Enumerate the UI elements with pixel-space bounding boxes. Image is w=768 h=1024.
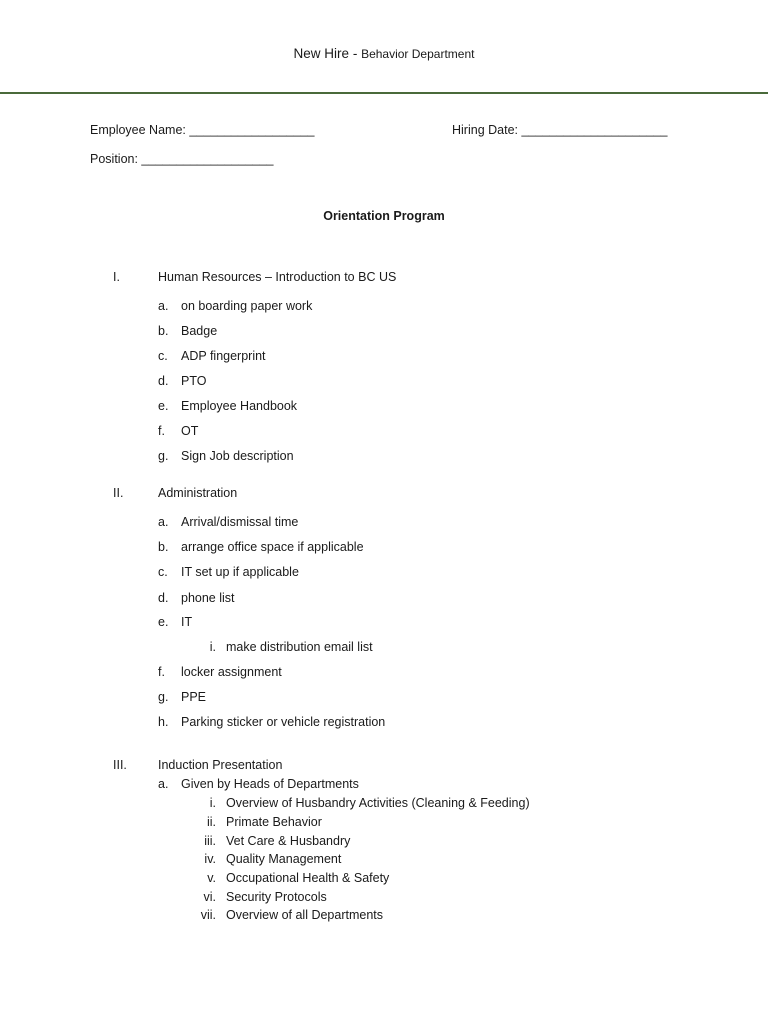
sub-list-item-marker: vi. bbox=[203, 890, 216, 904]
section-numeral: III. bbox=[113, 758, 127, 772]
list-item-marker: d. bbox=[158, 374, 169, 388]
list-item-text: phone list bbox=[181, 591, 235, 605]
hiring-date-field: Hiring Date: _____________________ bbox=[452, 123, 668, 137]
sub-list-item-marker: iv. bbox=[204, 852, 216, 866]
list-item-text: Employee Handbook bbox=[181, 399, 298, 413]
list-item-marker: c. bbox=[158, 565, 168, 579]
list-item-marker: g. bbox=[158, 690, 169, 704]
list-item-marker: f. bbox=[158, 424, 165, 438]
list-item-text: Given by Heads of Departments bbox=[181, 777, 359, 791]
list-item-marker: c. bbox=[158, 349, 168, 363]
list-item-text: IT bbox=[181, 615, 193, 629]
list-item-marker: a. bbox=[158, 515, 169, 529]
list-item-text: locker assignment bbox=[181, 665, 282, 679]
list-item-marker: g. bbox=[158, 449, 169, 463]
list-item-text: IT set up if applicable bbox=[181, 565, 299, 579]
list-item-text: PTO bbox=[181, 374, 207, 388]
sub-list-item-marker: ii. bbox=[206, 815, 216, 829]
sub-list-item-marker: v. bbox=[207, 871, 216, 885]
list-item-marker: f. bbox=[158, 665, 165, 679]
list-item-marker: b. bbox=[158, 324, 169, 338]
list-item-text: arrange office space if applicable bbox=[181, 540, 364, 554]
header-title: New Hire bbox=[293, 46, 350, 61]
sub-list-item-text: make distribution email list bbox=[226, 640, 373, 654]
position-field: Position: ___________________ bbox=[90, 152, 274, 166]
list-item-marker: h. bbox=[158, 715, 169, 729]
sub-list-item-text: Primate Behavior bbox=[226, 815, 322, 829]
list-item-marker: d. bbox=[158, 591, 169, 605]
list-item-marker: a. bbox=[158, 299, 169, 313]
section-title: Induction Presentation bbox=[158, 758, 283, 772]
section-numeral: II. bbox=[113, 486, 124, 500]
sub-list-item-text: Quality Management bbox=[226, 852, 342, 866]
sub-list-item-text: Overview of all Departments bbox=[226, 908, 384, 922]
sub-list-item-marker: iii. bbox=[204, 834, 216, 848]
sub-list-item-text: Overview of Husbandry Activities (Cleaning & Feeding) bbox=[226, 796, 530, 810]
section-numeral: I. bbox=[113, 270, 120, 284]
sub-list-item-marker: i. bbox=[209, 640, 216, 654]
sub-list-item-text: Occupational Health & Safety bbox=[226, 871, 390, 885]
sub-list-item-text: Security Protocols bbox=[226, 890, 327, 904]
header-divider bbox=[0, 92, 768, 94]
list-item-marker: e. bbox=[158, 399, 169, 413]
list-item-text: Badge bbox=[181, 324, 218, 338]
sub-list-item-text: Vet Care & Husbandry bbox=[226, 834, 351, 848]
header-subtitle: Behavior Department bbox=[361, 47, 475, 61]
list-item-text: Arrival/dismissal time bbox=[181, 515, 299, 529]
employee-name-field: Employee Name: __________________ bbox=[90, 123, 315, 137]
list-item-text: OT bbox=[181, 424, 199, 438]
document-header bbox=[0, 46, 768, 61]
list-item-text: on boarding paper work bbox=[181, 299, 313, 313]
list-item-marker: a. bbox=[158, 777, 169, 791]
program-title: Orientation Program bbox=[323, 209, 445, 223]
list-item-marker: b. bbox=[158, 540, 169, 554]
sub-list-item-marker: i. bbox=[209, 796, 216, 810]
list-item-text: Parking sticker or vehicle registration bbox=[181, 715, 386, 729]
list-item-text: ADP fingerprint bbox=[181, 349, 266, 363]
sub-list-item-marker: vii. bbox=[200, 908, 216, 922]
list-item-text: PPE bbox=[181, 690, 207, 704]
header-separator: - bbox=[349, 46, 362, 61]
list-item-marker: e. bbox=[158, 615, 169, 629]
section-title: Administration bbox=[158, 486, 238, 500]
section-title: Human Resources – Introduction to BC US bbox=[158, 270, 397, 284]
list-item-text: Sign Job description bbox=[181, 449, 294, 463]
